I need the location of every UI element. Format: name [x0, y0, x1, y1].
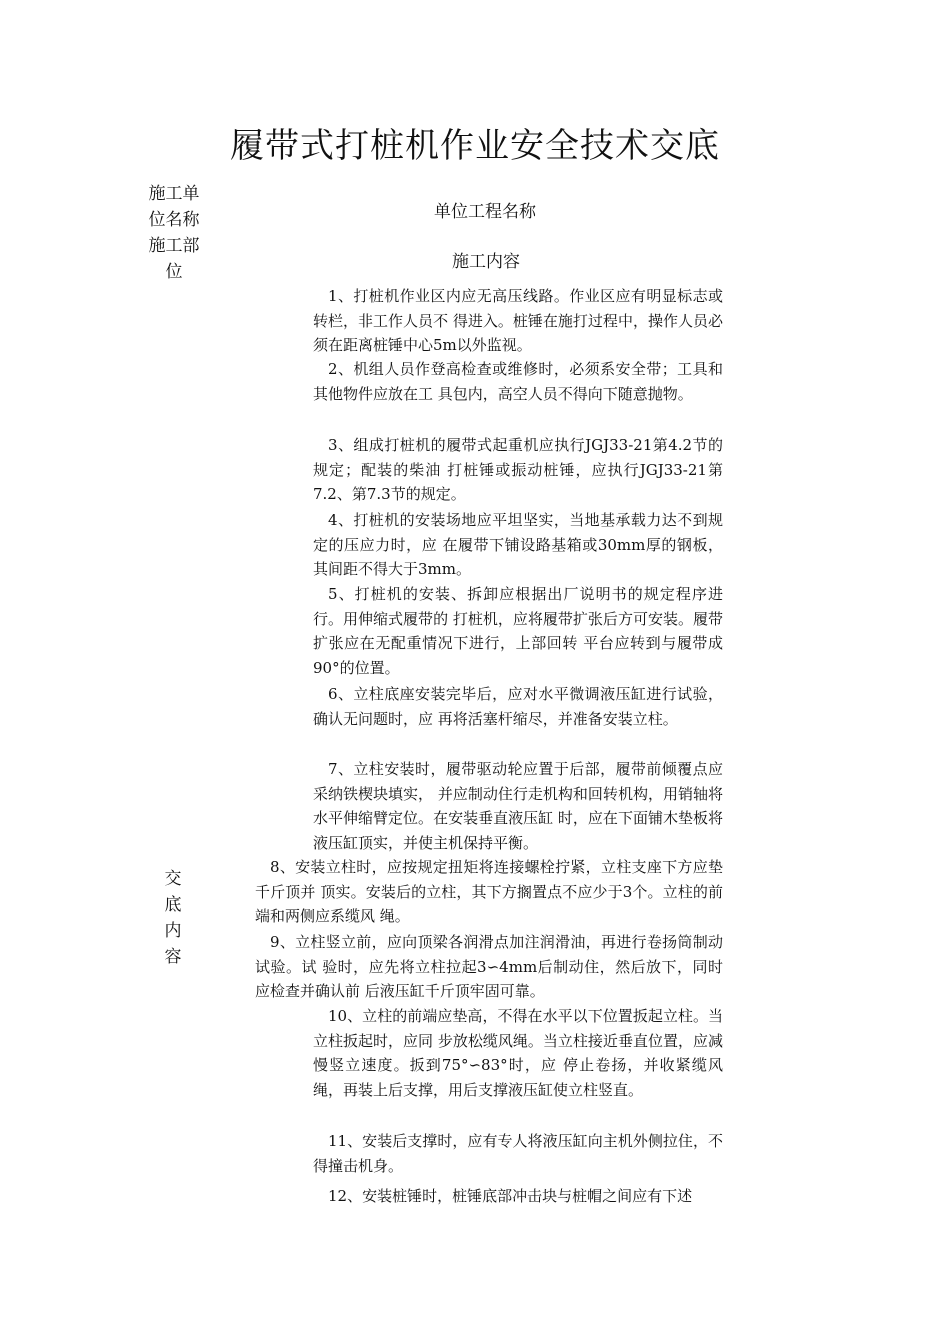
label-line: 底	[164, 895, 182, 915]
label-line: 位	[165, 262, 183, 282]
label-line: 容	[164, 947, 182, 967]
clause-9: 9、立柱竖立前，应向顶梁各润滑点加注润滑油，再进行卷扬筒制动试验。试 验时，应先将立柱拉起3∽4mm后制动住，然后放下，同时应检查并确认前 后液压缸千斤顶牢固可靠。	[255, 933, 723, 1000]
clause-12: 12、安装桩锤时，桩锤底部冲击块与桩帽之间应有下述	[328, 1187, 693, 1205]
label-line: 施工单	[148, 184, 200, 204]
briefing-content-label	[155, 866, 191, 970]
project-name-header: 单位工程名称	[434, 202, 536, 222]
clause-3: 3、组成打桩机的履带式起重机应执行JGJ33-21第4.2节的规定；配装的柴油 打桩锤或振动桩锤，应执行JGJ33-21第7.2、第7.3节的规定。	[313, 436, 723, 503]
clause-11: 11、安装后支撑时，应有专人将液压缸向主机外侧拉住，不得撞击机身。	[313, 1132, 723, 1175]
clause-4: 4、打桩机的安装场地应平坦坚实，当地基承载力达不到规定的压应力时，应 在履带下铺设路基箱或30mm厚的钢板，其间距不得大于3mm。	[313, 511, 723, 578]
label-line: 交	[164, 869, 182, 889]
clause-5: 5、打桩机的安装、拆卸应根据出厂说明书的规定程序进行。用伸缩式履带的 打桩机，应将履带扩张后方可安装。履带扩张应在无配重情况下进行，上部回转 平台应转到与履带成90°的位置。	[313, 585, 723, 677]
label-line: 内	[164, 921, 182, 941]
clause-7: 7、立柱安装时，履带驱动轮应置于后部，履带前倾覆点应采纳铁楔块填实， 并应制动住行走机构和回转机构，用销轴将水平伸缩臂定位。在安装垂直液压缸 时，应在下面铺木垫板将液压缸顶实，并使主机保持平衡。	[313, 760, 723, 852]
clause-8: 8、安装立柱时，应按规定扭矩将连接螺栓拧紧，立柱支座下方应垫千斤顶并 顶实。安装后的立柱，其下方搁置点不应少于3个。立柱的前端和两侧应系缆风 绳。	[255, 858, 723, 925]
document-title: 履带式打桩机作业安全技术交底	[230, 126, 720, 166]
clause-2: 2、机组人员作登高检查或维修时，必须系安全带；工具和其他物件应放在工 具包内，高空人员不得向下随意抛物。	[313, 360, 723, 403]
work-content-header: 施工内容	[452, 252, 520, 272]
clause-6: 6、立柱底座安装完毕后，应对水平微调液压缸进行试验，确认无问题时，应 再将活塞杆缩尽，并准备安装立柱。	[313, 685, 723, 728]
clause-1: 1、打桩机作业区内应无高压线路。作业区应有明显标志或转栏，非工作人员不 得进入。桩锤在施打过程中，操作人员必须在距离桩锤中心5m以外监视。	[313, 287, 723, 354]
construction-part-label	[138, 233, 210, 285]
label-line: 施工部	[148, 236, 200, 256]
clause-10: 10、立柱的前端应垫高，不得在水平以下位置扳起立柱。当立柱扳起时，应同 步放松缆风绳。当立柱接近垂直位置，应减慢竖立速度。扳到75°∽83°时，应 停止卷扬，并收紧缆风绳，再装上后支撑，用后支撑液压缸使立柱竖直。	[313, 1007, 723, 1099]
construction-unit-label	[138, 181, 210, 233]
label-line: 位名称	[148, 210, 200, 230]
